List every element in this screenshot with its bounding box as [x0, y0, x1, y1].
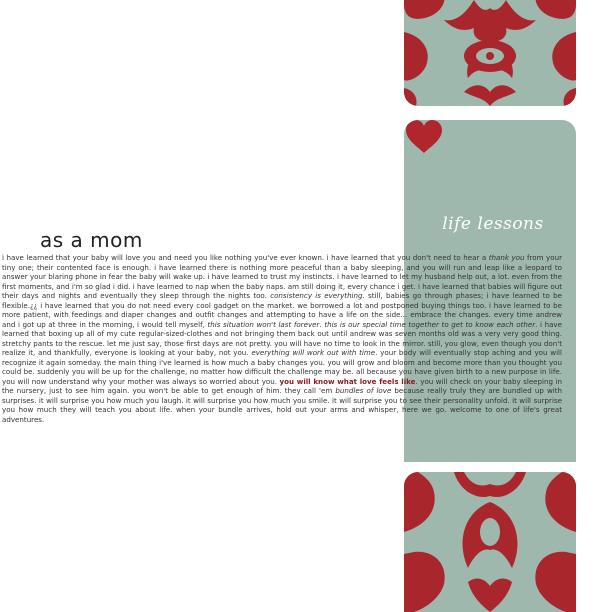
damask-card-top	[404, 0, 576, 106]
page-title: as a mom	[40, 228, 143, 252]
body-text-part: . still, babies go through phases; i have learned to be flexible.¿¿ i have learned that you do not need every cool gadget on the market. we borrowed a lot and postponed buying things too. i have learned to be more patient, with feedings and diaper changes and outfit changes and attempting to have a life on the side... embrace the changes. every time andrew and i got up at three in the morning, i would tell myself,	[2, 291, 562, 329]
emphasis-text: consistency is everything	[270, 291, 363, 300]
body-text-part: .	[319, 319, 325, 329]
damask-pattern-bottom	[404, 472, 576, 612]
heart-icon	[404, 120, 444, 154]
emphasis-text: this is our special time together to get to know each other	[324, 319, 536, 329]
body-text-part: . you will check on your baby sleeping in the nursery, just to see him again. you won't be able to get enough of him. they call 'em	[2, 376, 562, 395]
damask-pattern-top	[404, 0, 576, 106]
highlight-text: you will know what love feels like	[279, 376, 416, 386]
damask-card-bottom	[404, 472, 576, 612]
card-label: life lessons	[442, 214, 544, 234]
journal-text	[2, 253, 562, 424]
body-text-part: from your tiny one; their contented face is enough. i have learned there is nothing more peaceful than a baby sleeping, and you will run and leap like a leopard to answer your blaring phone in fear the baby will wake up. i have learned to trust my instincts. i have learned to let my husband help out, a lot. even from the first moments, and i'm so glad i did. i have learned to nap when the baby naps. am still doing it, every chance i get. i have learned that babies will figure out their days and nights and eventually they sleep through the nights too.	[2, 253, 563, 300]
body-text-part: i have learned that your baby will love you and need you like nothing you've ever known. i have learned that you don't need to hear a	[2, 253, 489, 262]
emphasis-text: thank you	[488, 253, 525, 262]
emphasis-text: this situation won't last forever	[207, 319, 320, 329]
body-text-part: . i have learned that boxing up all of my cute regular-sized-clothes and not bringing them back out until andrew was seven months old was a very very good thing. stretchy pants to the rescue. let me just say, those first days are not pretty. you will have no time to look in the mirror. still, you glow, even though you don't realize it, and thankfully, everyone is looking at your baby, not you.	[2, 319, 562, 357]
emphasis-text: everything will work out with time	[251, 348, 376, 357]
body-text-part: . your body will eventually stop aching and you will recognize it again someday. the main thing i've learned is how much a baby changes you. you will grow and bloom and become more than you thought you could be. suddenly you will be up for the challenge, no matter how difficult the challenge may be. all because you have given birth to a new purpose in life. you will now understand why your mother was always so worried about you.	[2, 348, 562, 386]
emphasis-text: bundles of love	[335, 386, 392, 395]
body-text-part: because really truly they are bundled up with surprises. it will surprise you how much you laugh. it will surprise you how much you smile. it will surprise you to see their personality unfold. it will surprise you how much they will teach you about life. when your bundle arrives, hold out your arms and whisper, here we go. welcome to one of life's great adventures.	[2, 386, 562, 424]
